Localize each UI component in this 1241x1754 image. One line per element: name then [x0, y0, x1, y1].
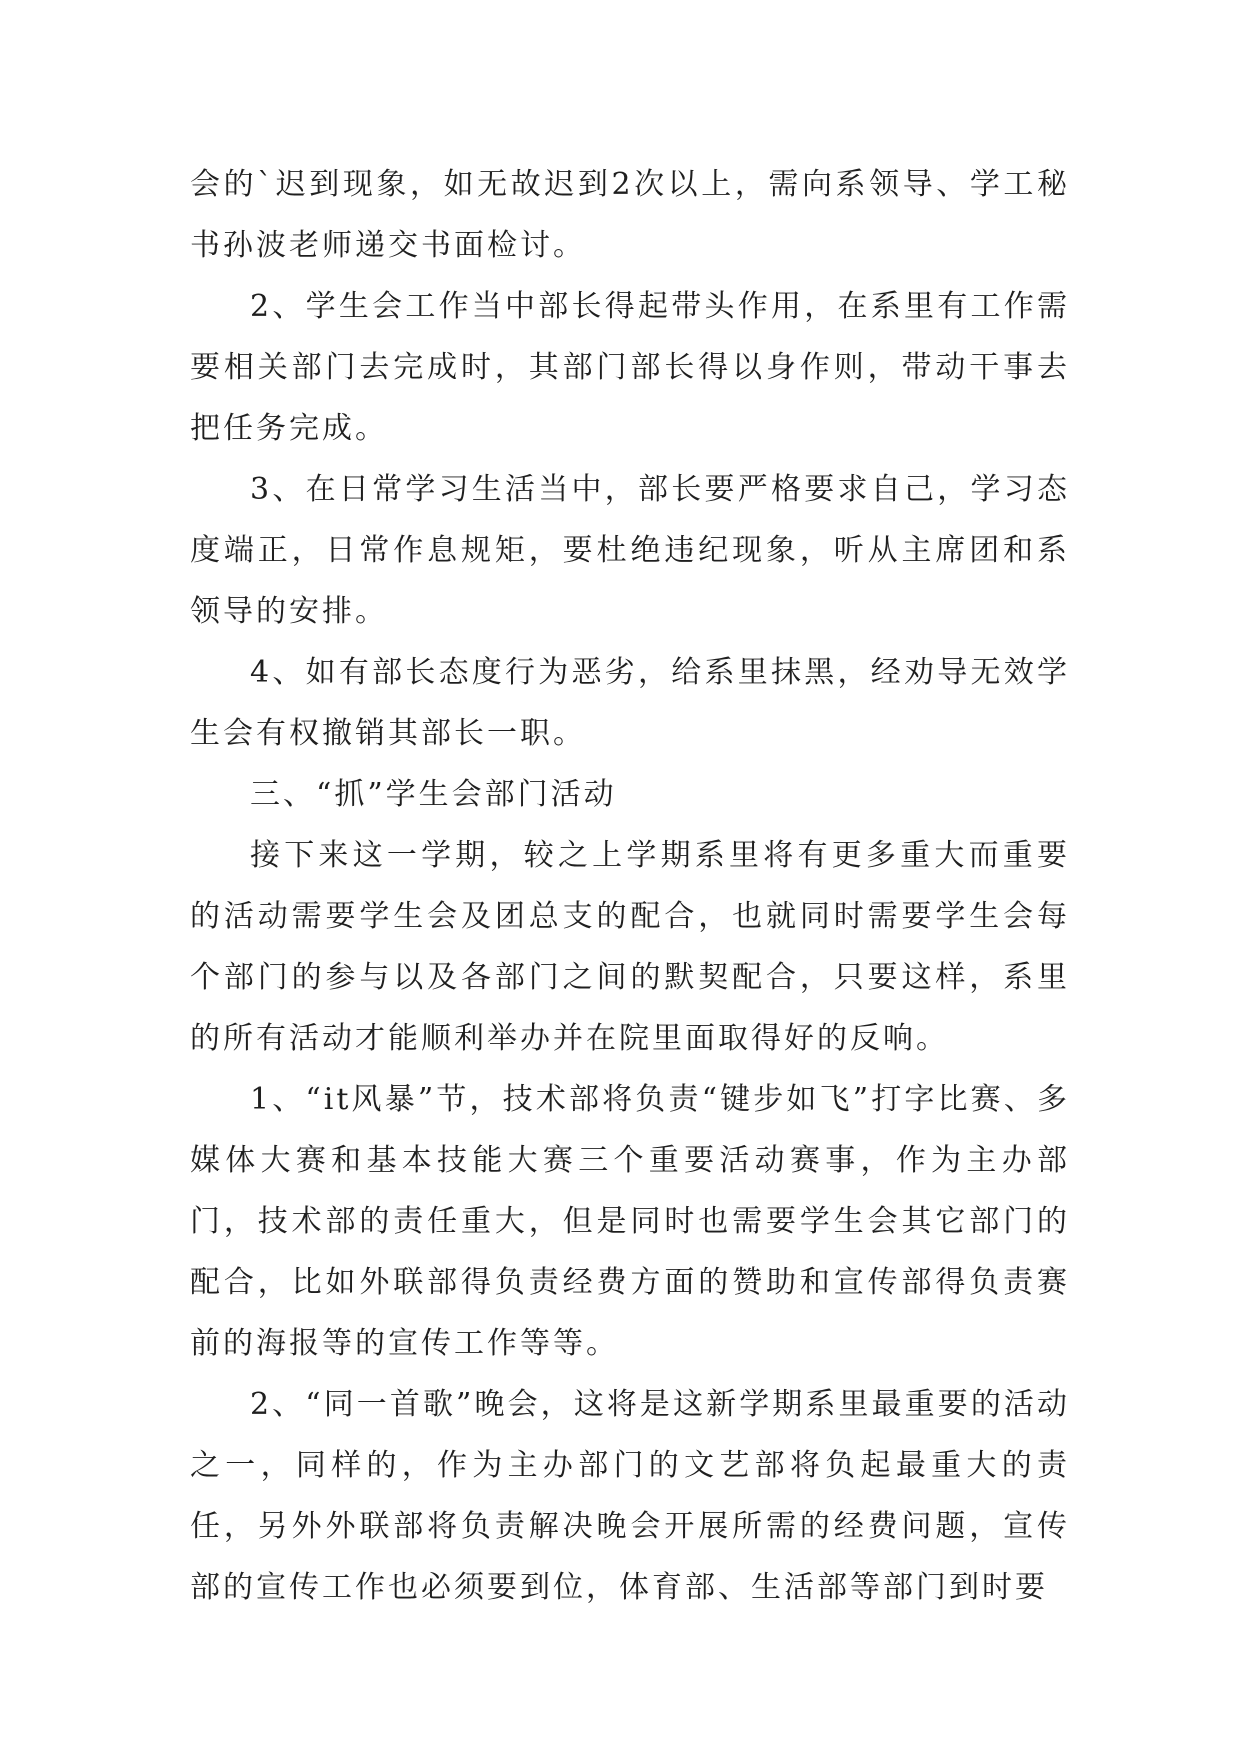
paragraph-1: 会的`迟到现象，如无故迟到2次以上，需向系领导、学工秘书孙波老师递交书面检讨。 — [190, 167, 1070, 263]
paragraph-7: 1、“it风暴”节，技术部将负责“键步如飞”打字比赛、多媒体大赛和基本技能大赛三个重要活动赛事，作为主办部门，技术部的责任重大，但是同时也需要学生会其它部门的配合，比如外联部得负责经费方面的赞助和宣传部得负责赛前的海报等的宣传工作等等。 — [190, 1082, 1070, 1361]
paragraph-3: 3、在日常学习生活当中，部长要严格要求自己，学习态度端正，日常作息规矩，要杜绝违纪现象，听从主席团和系领导的安排。 — [190, 472, 1070, 629]
document-body — [190, 154, 1070, 1618]
paragraph-6: 接下来这一学期，较之上学期系里将有更多重大而重要的活动需要学生会及团总支的配合，也就同时需要学生会每个部门的参与以及各部门之间的默契配合，只要这样，系里的所有活动才能顺利举办并在院里面取得好的反响。 — [190, 838, 1070, 1056]
paragraph-4: 4、如有部长态度行为恶劣，给系里抹黑，经劝导无效学生会有权撤销其部长一职。 — [190, 655, 1070, 751]
section-heading: 三、“抓”学生会部门活动 — [250, 777, 617, 812]
paragraph-8: 2、“同一首歌”晚会，这将是这新学期系里最重要的活动之一，同样的，作为主办部门的文艺部将负起最重大的责任，另外外联部将负责解决晚会开展所需的经费问题，宣传部的宣传工作也必须要到位，体育部、生活部等部门到时要 — [190, 1387, 1070, 1605]
paragraph-2: 2、学生会工作当中部长得起带头作用，在系里有工作需要相关部门去完成时，其部门部长得以身作则，带动干事去把任务完成。 — [190, 289, 1070, 446]
